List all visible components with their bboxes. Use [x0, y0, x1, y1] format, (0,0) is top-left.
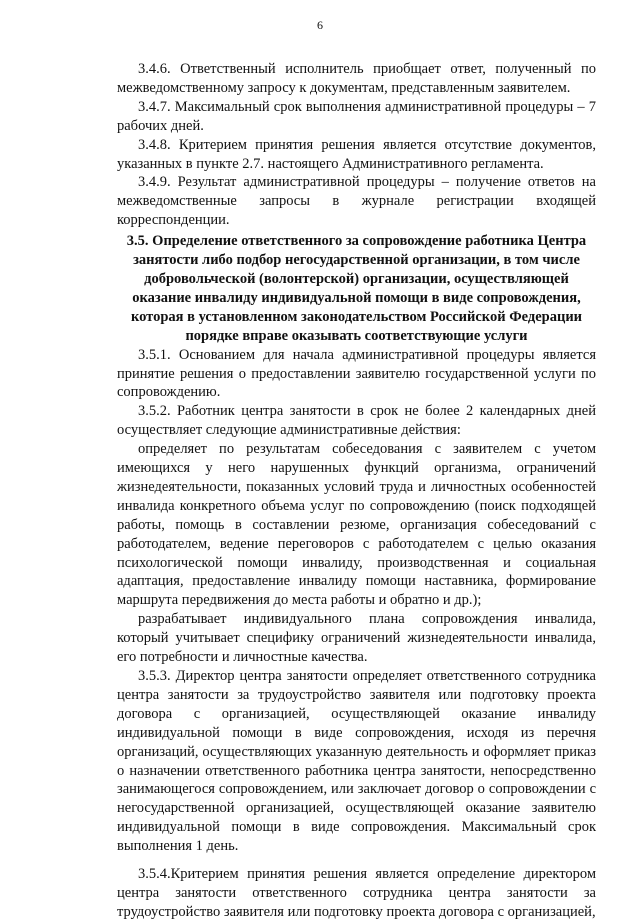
- paragraph-3-4-7: 3.4.7. Максимальный срок выполнения административной процедуры – 7 рабочих дней.: [117, 98, 596, 134]
- paragraph-3-5-2: 3.5.2. Работник центра занятости в срок не более 2 календарных дней осуществляет следующие административные действия:: [117, 403, 596, 439]
- page-number: 6: [317, 18, 323, 32]
- paragraph-3-4-6: 3.4.6. Ответственный исполнитель приобщает ответ, полученный по межведомственному запросу к документам, представленным заявителем.: [117, 61, 596, 96]
- paragraph-3-5-1: 3.5.1. Основанием для начала административной процедуры является принятие решения о предоставлении заявителю государственной услуги по сопровождению.: [117, 346, 596, 401]
- paragraph-3-4-9: 3.4.9. Результат административной процедуры – получение ответов на межведомственные запросы в журнале регистрации входящей корреспонденции.: [117, 174, 596, 229]
- document-body: [117, 60, 596, 922]
- paragraph-3-4-8: 3.4.8. Критерием принятия решения является отсутствие документов, указанных в пункте 2.7. настоящего Административного регламента.: [117, 136, 596, 172]
- paragraph-3-5-3: 3.5.3. Директор центра занятости определяет ответственного сотрудника центра занятости за трудоустройство заявителя или подготовку проекта договора с организацией, осуществляющей оказание инвалиду индивидуальной помощи в виде сопровождения, исходя из перечня организаций, осуществляющих указанную деятельность и оформляет приказ о назначении ответственного работника центра занятости, непосредственно занимающегося сопровождением, или заключает договор о сопровождении с негосударственной организацией, осуществляющей оказание заявителю индивидуальной помощи в виде сопровождения. Максимальный срок выполнения 1 день.: [117, 668, 596, 855]
- paragraph-action-develop-plan: разрабатывает индивидуального плана сопровождения инвалида, который учитывает специфику ограничений жизнедеятельности инвалида, его потребности и личностные качества.: [117, 611, 596, 666]
- paragraph-3-5-4: 3.5.4.Критерием принятия решения является определение директором центра занятости ответственного сотрудника центра занятости за трудоустройство заявителя или подготовку проекта договора с организацией,: [117, 866, 596, 920]
- paragraph-action-determine: определяет по результатам собеседования с заявителем с учетом имеющихся у него нарушенных функций организма, ограничений жизнедеятельности, показанных условий труда и личностных особенностей инвалида конкретного объема услуг по сопровождению (поиск подходящей работы, помощь в составлении резюме, организация собеседований с работодателем, ведение переговоров с работодателем с целью оказания психологической помощи инвалиду, производственная и социальная адаптация, предоставление инвалиду помощи наставника, формирование маршрута передвижения до места работы и обратно и др.);: [117, 441, 596, 609]
- section-heading-3-5: 3.5. Определение ответственного за сопровождение работника Центра занятости либо подбор негосударственной организации, в том числе добровольческой (волонтерской) организации, осуществляющей оказание инвалиду индивидуальной помощи в виде сопровождения, которая в установленном законодательством Российской Федерации порядке вправе оказывать соответствующие услуги: [126, 233, 587, 344]
